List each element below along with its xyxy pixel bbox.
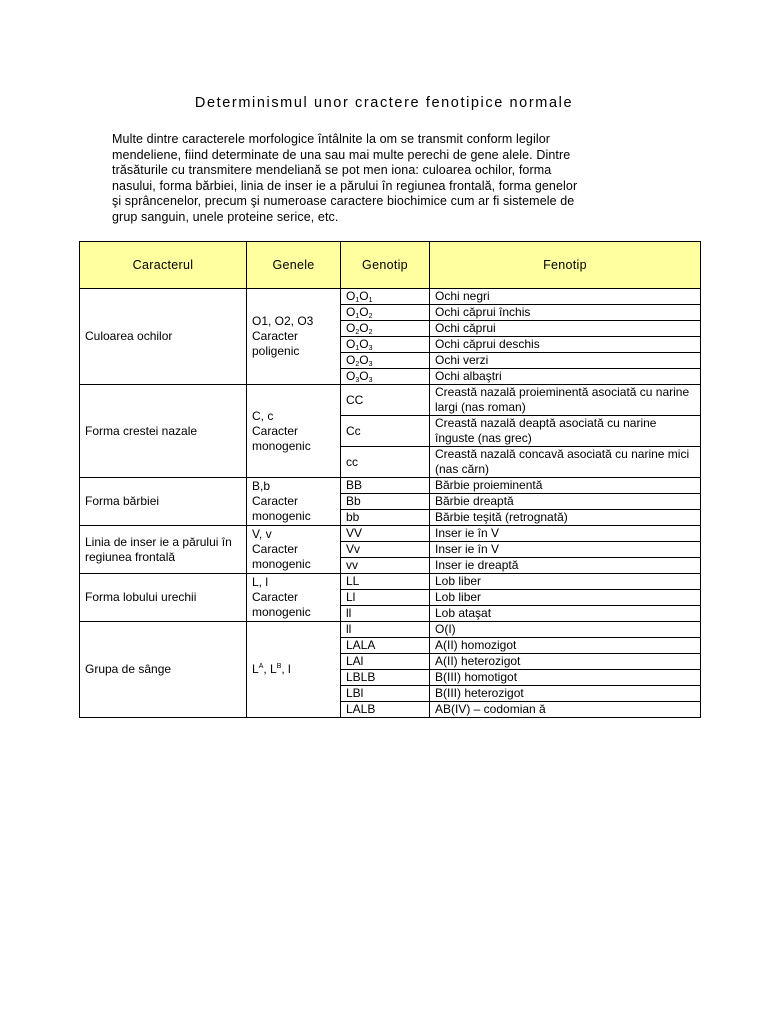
intro-line: nasului, forma bărbiei, linia de inser ie a părului în regiunea frontală, forma genelor [112, 178, 578, 193]
genotip-cell: cc [341, 447, 430, 478]
intro-line: grup sanguin, unele proteine serice, etc. [112, 209, 339, 224]
genotip-cell: LL [341, 574, 430, 590]
gene-line: Caracter [252, 423, 299, 438]
gene-cell [247, 622, 341, 718]
genotip-cell: LALA [341, 638, 430, 654]
header-genele: Genele [247, 242, 341, 289]
genotip-cell: LAl [341, 654, 430, 670]
gene-line: V, v [252, 527, 272, 541]
genotip-cell: Vv [341, 542, 430, 558]
fenotip-cell: Lob liber [430, 590, 701, 606]
caracter-cell: Culoarea ochilor [80, 289, 247, 385]
table-body [80, 289, 701, 718]
table-row [80, 478, 701, 494]
gene-line: Caracter [252, 542, 299, 556]
gene-line: Caracter [252, 590, 299, 604]
gene-cell [247, 574, 341, 622]
gene-line: Caracter [252, 494, 299, 508]
gene-line: C, c [252, 408, 274, 423]
genotip-cell: Bb [341, 494, 430, 510]
fenotip-cell: B(III) homotigot [430, 670, 701, 686]
fenotip-cell: O(I) [430, 622, 701, 638]
fenotip-cell: AB(IV) – codomian ă [430, 702, 701, 718]
table-row [80, 385, 701, 416]
gene-line: B,b [252, 479, 271, 493]
genotip-cell: LALB [341, 702, 430, 718]
caracter-cell: Forma lobului urechii [80, 574, 247, 622]
intro-line: şi sprâncenelor, precum şi numeroase caractere biochimice cum ar fi sistemele de [112, 194, 575, 208]
table-row [80, 289, 701, 305]
genotip-cell: $O_2O_2$ [341, 321, 430, 337]
gene-cell [247, 385, 341, 478]
fenotip-cell: A(II) homozigot [430, 638, 701, 654]
fenotip-cell: Lob ataşat [430, 606, 701, 622]
genotip-cell: $O_3O_3$ [341, 369, 430, 385]
header-fenotip: Fenotip [430, 242, 701, 289]
gene-line: $L^A$, $L^B$, l [252, 662, 291, 676]
fenotip-cell: Ochi căprui [430, 321, 701, 337]
gene-line: monogenic [252, 605, 311, 619]
gene-line: poligenic [252, 344, 300, 358]
fenotip-cell: Bărbie proieminentă [430, 478, 701, 494]
genotip-cell: $O_2O_3$ [341, 353, 430, 369]
table-row [80, 526, 701, 542]
fenotip-cell: Inser ie în V [430, 526, 701, 542]
gene-line: Caracter [252, 329, 299, 343]
genotip-cell: BB [341, 478, 430, 494]
caracter-cell: Grupa de sânge [80, 622, 247, 718]
fenotip-cell: Lob liber [430, 574, 701, 590]
genotip-cell: CC [341, 385, 430, 416]
fenotip-cell: Ochi albaştri [430, 369, 701, 385]
phenotype-table [79, 241, 701, 718]
fenotip-cell: Creastă nazală concavă asociată cu narine mici (nas cărn) [430, 447, 701, 478]
gene-line: L, l [252, 575, 269, 589]
gene-line: monogenic [252, 509, 311, 523]
table-row [80, 622, 701, 638]
caracter-cell: Forma bărbiei [80, 478, 247, 526]
caracter-cell: Linia de inser ie a părului în regiunea frontală [80, 526, 247, 574]
genotip-cell: $O_1O_3$ [341, 337, 430, 353]
gene-line: O1, O2, O3 [252, 314, 314, 328]
genotip-cell: ll [341, 622, 430, 638]
intro-paragraph [112, 132, 652, 225]
intro-line: trăsăturile cu transmitere mendeliană se pot men iona: culoarea ochilor, forma [112, 163, 552, 177]
gene-line: monogenic [252, 438, 311, 453]
genotip-cell: VV [341, 526, 430, 542]
caracter-cell: Forma crestei nazale [80, 385, 247, 478]
fenotip-cell: Creastă nazală proieminentă asociată cu narine largi (nas roman) [430, 385, 701, 416]
fenotip-cell: Ochi căprui deschis [430, 337, 701, 353]
genotip-cell: $O_1O_1$ [341, 289, 430, 305]
gene-cell [247, 478, 341, 526]
fenotip-cell: Bărbie teşită (retrognată) [430, 510, 701, 526]
genotip-cell: $O_1O_2$ [341, 305, 430, 321]
gene-cell [247, 289, 341, 385]
fenotip-cell: Ochi negri [430, 289, 701, 305]
table-header-row [80, 242, 701, 289]
header-caracterul: Caracterul [80, 242, 247, 289]
genotip-cell: ll [341, 606, 430, 622]
genotip-cell: Cc [341, 416, 430, 447]
fenotip-cell: Ochi verzi [430, 353, 701, 369]
genotip-cell: vv [341, 558, 430, 574]
gene-cell [247, 526, 341, 574]
header-genotip: Genotip [341, 242, 430, 289]
fenotip-cell: Inser ie dreaptă [430, 558, 701, 574]
intro-line: Multe dintre caracterele morfologice întâlnite la om se transmit conform legilor [112, 132, 551, 146]
fenotip-cell: Creastă nazală deaptă asociată cu narine înguste (nas grec) [430, 416, 701, 447]
genotip-cell: Ll [341, 590, 430, 606]
fenotip-cell: B(III) heterozigot [430, 686, 701, 702]
document-title: Determinismul unor cractere fenotipice normale [194, 95, 574, 111]
genotip-cell: LBl [341, 686, 430, 702]
fenotip-cell: Inser ie în V [430, 542, 701, 558]
intro-line: mendeliene, fiind determinate de una sau mai multe perechi de gene alele. Dintre [112, 147, 571, 162]
fenotip-cell: Ochi căprui închis [430, 305, 701, 321]
gene-line: monogenic [252, 557, 311, 571]
fenotip-cell: Bărbie dreaptă [430, 494, 701, 510]
genotip-cell: bb [341, 510, 430, 526]
table-row [80, 574, 701, 590]
fenotip-cell: A(II) heterozigot [430, 654, 701, 670]
genotip-cell: LBLB [341, 670, 430, 686]
